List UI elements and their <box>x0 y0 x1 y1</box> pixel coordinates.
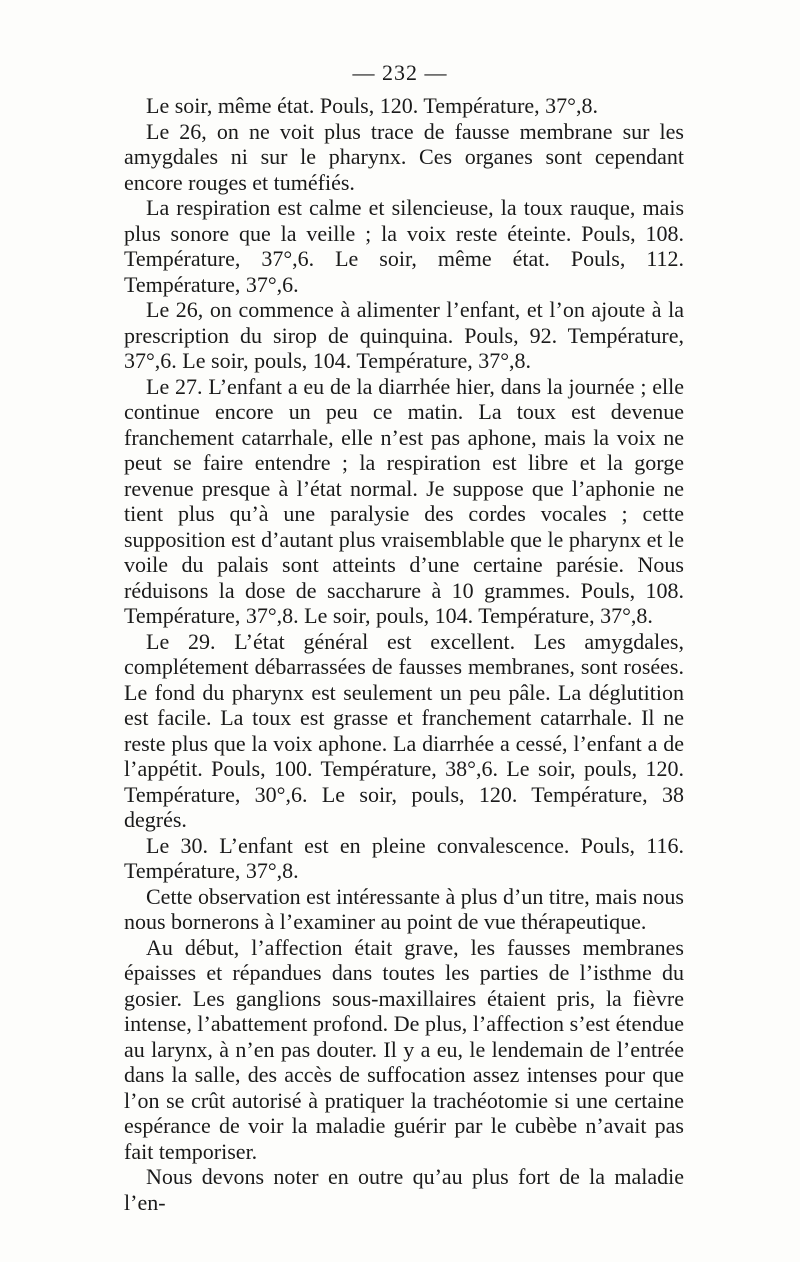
paragraph: Cette observation est intéressante à plus d’un titre, mais nous nous bornerons à l’examiner au point de vue thérapeutique. <box>124 883 684 934</box>
paragraph: Le 26, on commence à alimenter l’enfant, et l’on ajoute à la prescription du sirop de quinquina. Pouls, 92. Température, 37°,6. Le soir, pouls, 104. Température, 37°,8. <box>124 297 684 373</box>
paragraph: Le 26, on ne voit plus trace de fausse membrane sur les amygdales ni sur le pharynx. Ces organes sont cependant encore rouges et tuméfiés. <box>124 118 684 195</box>
paragraph: Au début, l’affection était grave, les fausses membranes épaisses et répandues dans toutes les parties de l’isthme du gosier. Les ganglions sous-maxillaires étaient pris, la fièvre intense, l’abattement profond. De plus, l’affection s’est étendue au larynx, à n’en pas douter. Il y a eu, le lendemain de l’entrée dans la salle, des accès de suffocation assez intenses pour que l’on se crût autorisé à pratiquer la trachéotomie si une certaine espérance de voir la maladie guérir par le cubèbe n’avait pas fait temporiser. <box>124 934 684 1164</box>
paragraph: Le 30. L’enfant est en pleine convalescence. Pouls, 116. Température, 37°,8. <box>124 832 684 883</box>
paragraph: Le 29. L’état général est excellent. Les amygdales, complétement débarrassées de fausses membranes, sont rosées. Le fond du pharynx est seulement un peu pâle. La déglutition est facile. La toux est grasse et franchement catarrhale. Il ne reste plus que la voix aphone. La diarrhée a cessé, l’enfant a de l’appétit. Pouls, 100. Température, 38°,6. Le soir, pouls, 120. Température, 30°,6. Le soir, pouls, 120. Température, 38 degrés. <box>124 628 684 832</box>
body-text <box>124 93 684 1215</box>
paragraph: Le soir, même état. Pouls, 120. Température, 37°,8. <box>146 93 598 118</box>
page-number: — 232 — <box>352 60 448 85</box>
paragraph: Le 27. L’enfant a eu de la diarrhée hier, dans la journée ; elle continue encore un peu ce matin. La toux est devenue franchement catarrhale, elle n’est pas aphone, mais la voix ne peut se faire entendre ; la respiration est libre et la gorge revenue presque à l’état normal. Je suppose que l’aphonie ne tient plus qu’à une paralysie des cordes vocales ; cette supposition est d’autant plus vraisemblable que le pharynx et le voile du palais sont atteints d’une certaine parésie. Nous réduisons la dose de saccharure à 10 grammes. Pouls, 108. Température, 37°,8. Le soir, pouls, 104. Température, 37°,8. <box>124 373 684 628</box>
paragraph: La respiration est calme et silencieuse, la toux rauque, mais plus sonore que la veille ; la voix reste éteinte. Pouls, 108. Température, 37°,6. Le soir, même état. Pouls, 112. Température, 37°,6. <box>124 195 684 297</box>
paragraph: Nous devons noter en outre qu’au plus fort de la maladie l’en- <box>124 1164 684 1215</box>
